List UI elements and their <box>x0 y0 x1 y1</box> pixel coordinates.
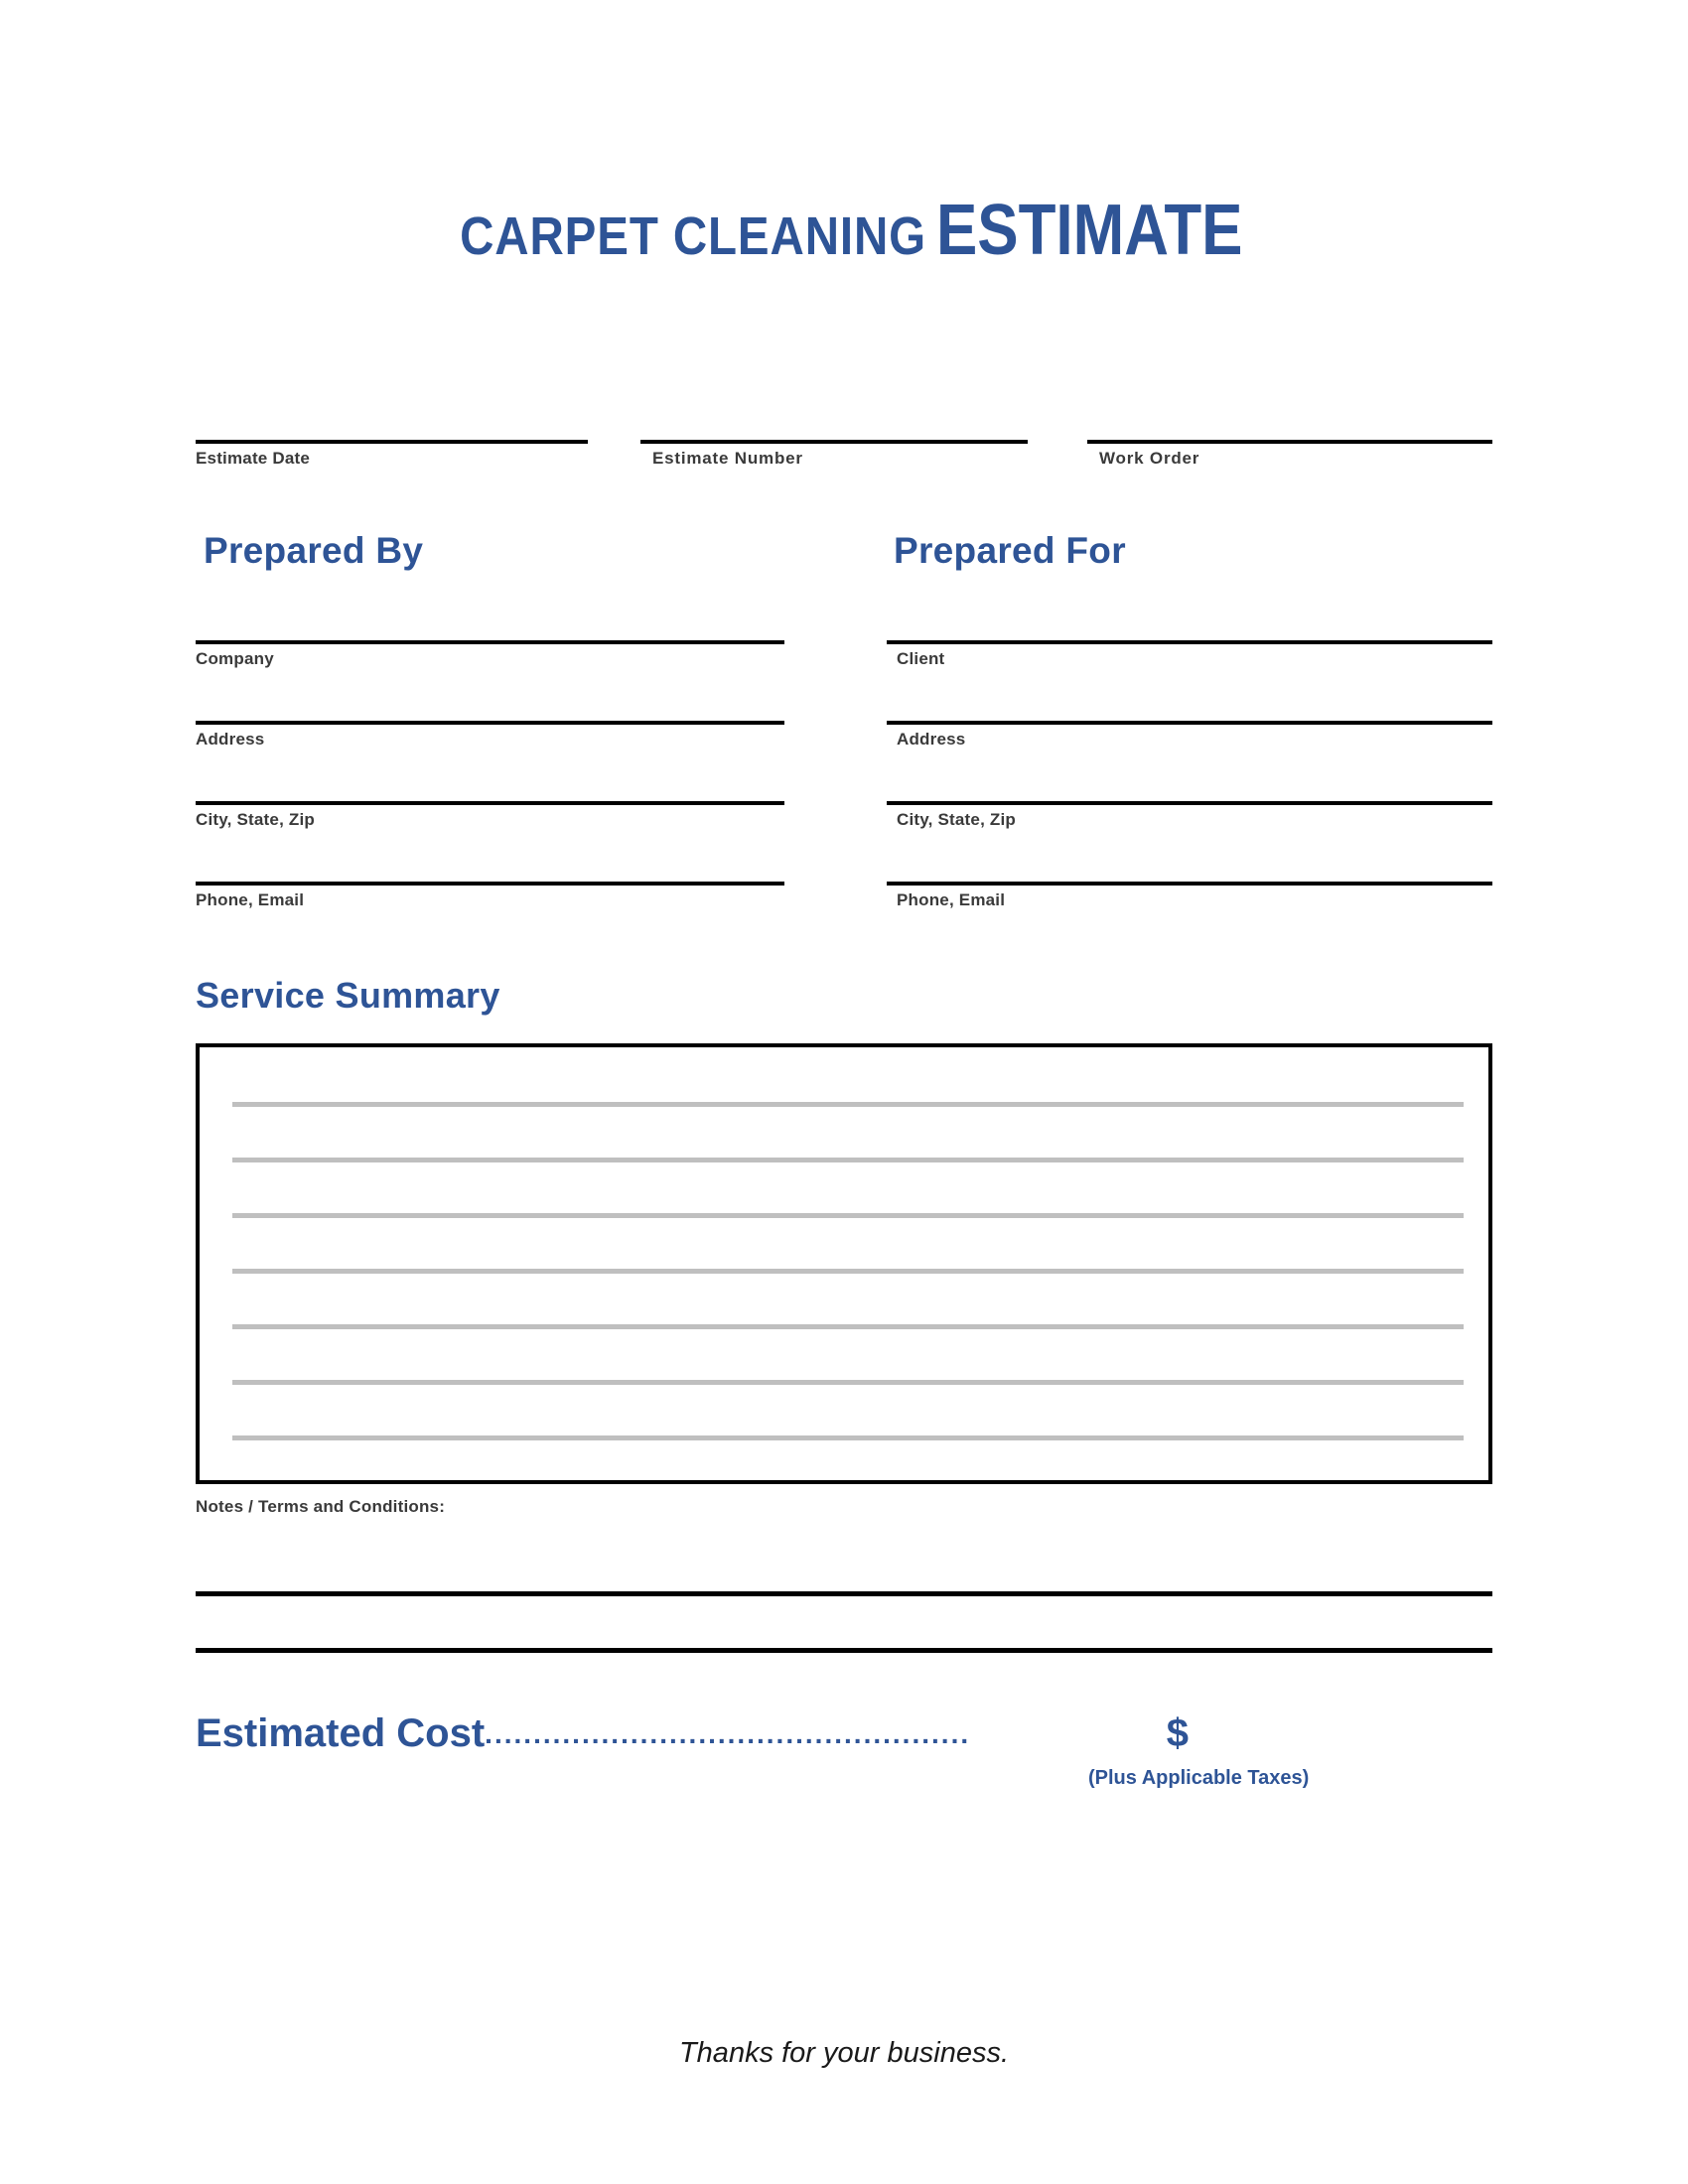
field-label: Address <box>897 730 966 749</box>
service-summary-writing-line[interactable] <box>232 1380 1464 1385</box>
field-label: Client <box>897 649 945 668</box>
field-label: City, State, Zip <box>196 810 316 829</box>
field-prepared-for-address[interactable] <box>887 721 1492 750</box>
field-label: Address <box>196 730 265 749</box>
field-rule <box>887 801 1492 805</box>
estimated-cost-row <box>196 1711 1189 1756</box>
field-rule <box>196 440 588 444</box>
service-summary-writing-line[interactable] <box>232 1324 1464 1329</box>
field-rule <box>640 440 1028 444</box>
service-summary-writing-line[interactable] <box>232 1435 1464 1440</box>
field-label: Phone, Email <box>897 890 1006 909</box>
field-rule <box>1087 440 1492 444</box>
document-title-accent: ESTIMATE <box>935 191 1243 270</box>
prepared-by-heading: Prepared By <box>204 530 424 571</box>
service-summary-box[interactable] <box>196 1043 1492 1484</box>
field-prepared-for-client[interactable] <box>887 640 1492 669</box>
field-label: City, State, Zip <box>897 810 1017 829</box>
field-label: Phone, Email <box>196 890 305 909</box>
field-rule <box>196 882 784 886</box>
field-prepared-by-company[interactable] <box>196 640 784 669</box>
service-summary-writing-line[interactable] <box>232 1158 1464 1162</box>
notes-line[interactable] <box>196 1648 1492 1653</box>
field-prepared-by-address[interactable] <box>196 721 784 750</box>
notes-line[interactable] <box>196 1591 1492 1596</box>
field-work-order[interactable] <box>1087 440 1492 469</box>
estimated-cost-tax-note: (Plus Applicable Taxes) <box>1088 1767 1310 1789</box>
service-summary-writing-line[interactable] <box>232 1213 1464 1218</box>
service-summary-writing-line[interactable] <box>232 1269 1464 1274</box>
field-label: Estimate Number <box>652 449 803 468</box>
estimated-cost-currency-symbol: $ <box>1166 1711 1189 1755</box>
field-label: Work Order <box>1099 449 1200 468</box>
estimated-cost-dot-leader: .................................................. <box>485 1720 971 1749</box>
field-estimate-number[interactable] <box>640 440 1028 469</box>
prepared-for-heading: Prepared For <box>894 530 1126 571</box>
field-rule <box>887 640 1492 644</box>
service-summary-heading: Service Summary <box>196 975 500 1016</box>
field-rule <box>196 721 784 725</box>
field-label: Estimate Date <box>196 449 311 468</box>
estimated-cost-label: Estimated Cost <box>196 1711 486 1755</box>
notes-terms-label: Notes / Terms and Conditions: <box>196 1497 446 1516</box>
field-prepared-for-phone-email[interactable] <box>887 882 1492 910</box>
document-title <box>0 191 1688 270</box>
field-rule <box>887 721 1492 725</box>
document-title-main: CARPET CLEANING <box>459 206 926 266</box>
field-estimate-date[interactable] <box>196 440 588 469</box>
footer-thanks-message: Thanks for your business. <box>678 2037 1010 2069</box>
service-summary-writing-line[interactable] <box>232 1102 1464 1107</box>
field-prepared-by-city-state-zip[interactable] <box>196 801 784 830</box>
field-rule <box>196 640 784 644</box>
field-prepared-for-city-state-zip[interactable] <box>887 801 1492 830</box>
field-label: Company <box>196 649 274 668</box>
field-rule <box>196 801 784 805</box>
field-rule <box>887 882 1492 886</box>
field-prepared-by-phone-email[interactable] <box>196 882 784 910</box>
